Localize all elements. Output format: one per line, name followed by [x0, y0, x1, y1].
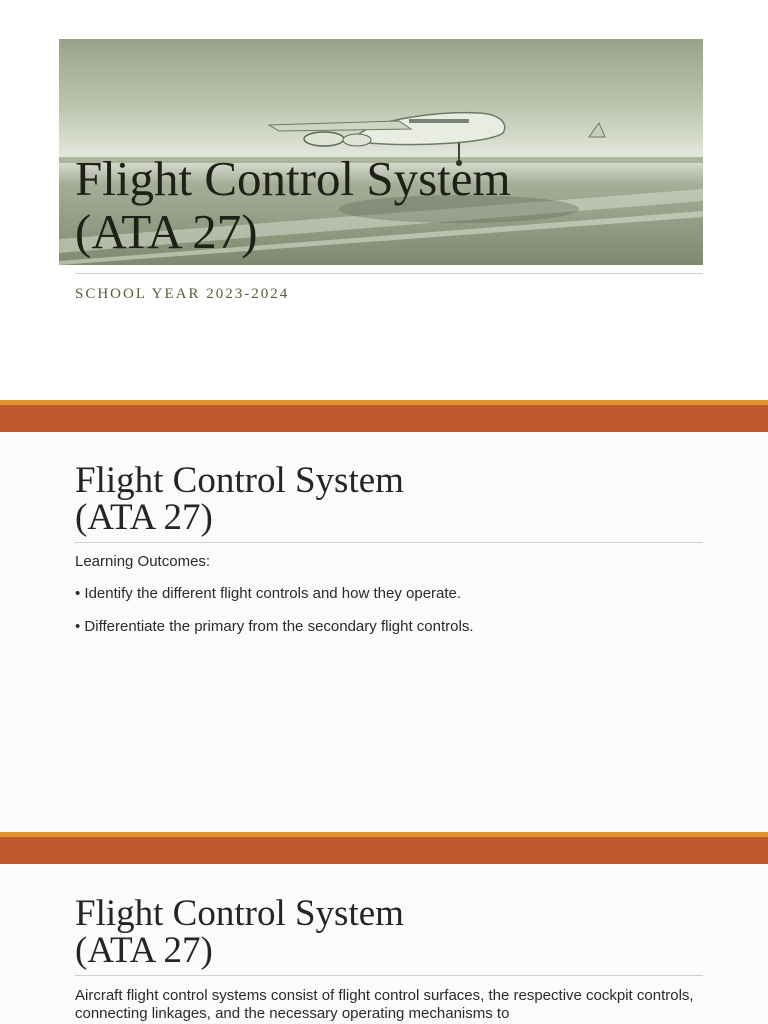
- slide-title: [75, 152, 511, 258]
- slide-title: [75, 462, 404, 536]
- learning-outcomes-heading: Learning Outcomes:: [75, 553, 211, 570]
- title-line-1: Flight Control System: [75, 893, 404, 934]
- slide-separator: [0, 832, 768, 864]
- title-line-1: Flight Control System: [75, 460, 404, 501]
- title-divider: [75, 542, 703, 543]
- separator-stripe: [0, 400, 768, 405]
- slide-separator: [0, 400, 768, 432]
- title-line-1: Flight Control System: [75, 151, 511, 206]
- title-line-2: (ATA 27): [75, 930, 213, 971]
- separator-stripe: [0, 832, 768, 837]
- title-line-2: (ATA 27): [75, 497, 213, 538]
- slide-title: [75, 895, 404, 969]
- definition-paragraph: Aircraft flight control systems consist of flight control surfaces, the respective cockpit controls, connecting linkages, and the necessary operating mechanisms to: [75, 987, 694, 1022]
- title-slide: [0, 0, 768, 400]
- list-item: • Differentiate the primary from the secondary flight controls.: [75, 618, 474, 635]
- school-year-subtitle: SCHOOL YEAR 2023-2024: [75, 286, 290, 302]
- title-divider: [75, 975, 703, 976]
- list-item: • Identify the different flight controls and how they operate.: [75, 585, 462, 602]
- title-line-2: (ATA 27): [75, 204, 258, 259]
- title-divider: [75, 273, 703, 274]
